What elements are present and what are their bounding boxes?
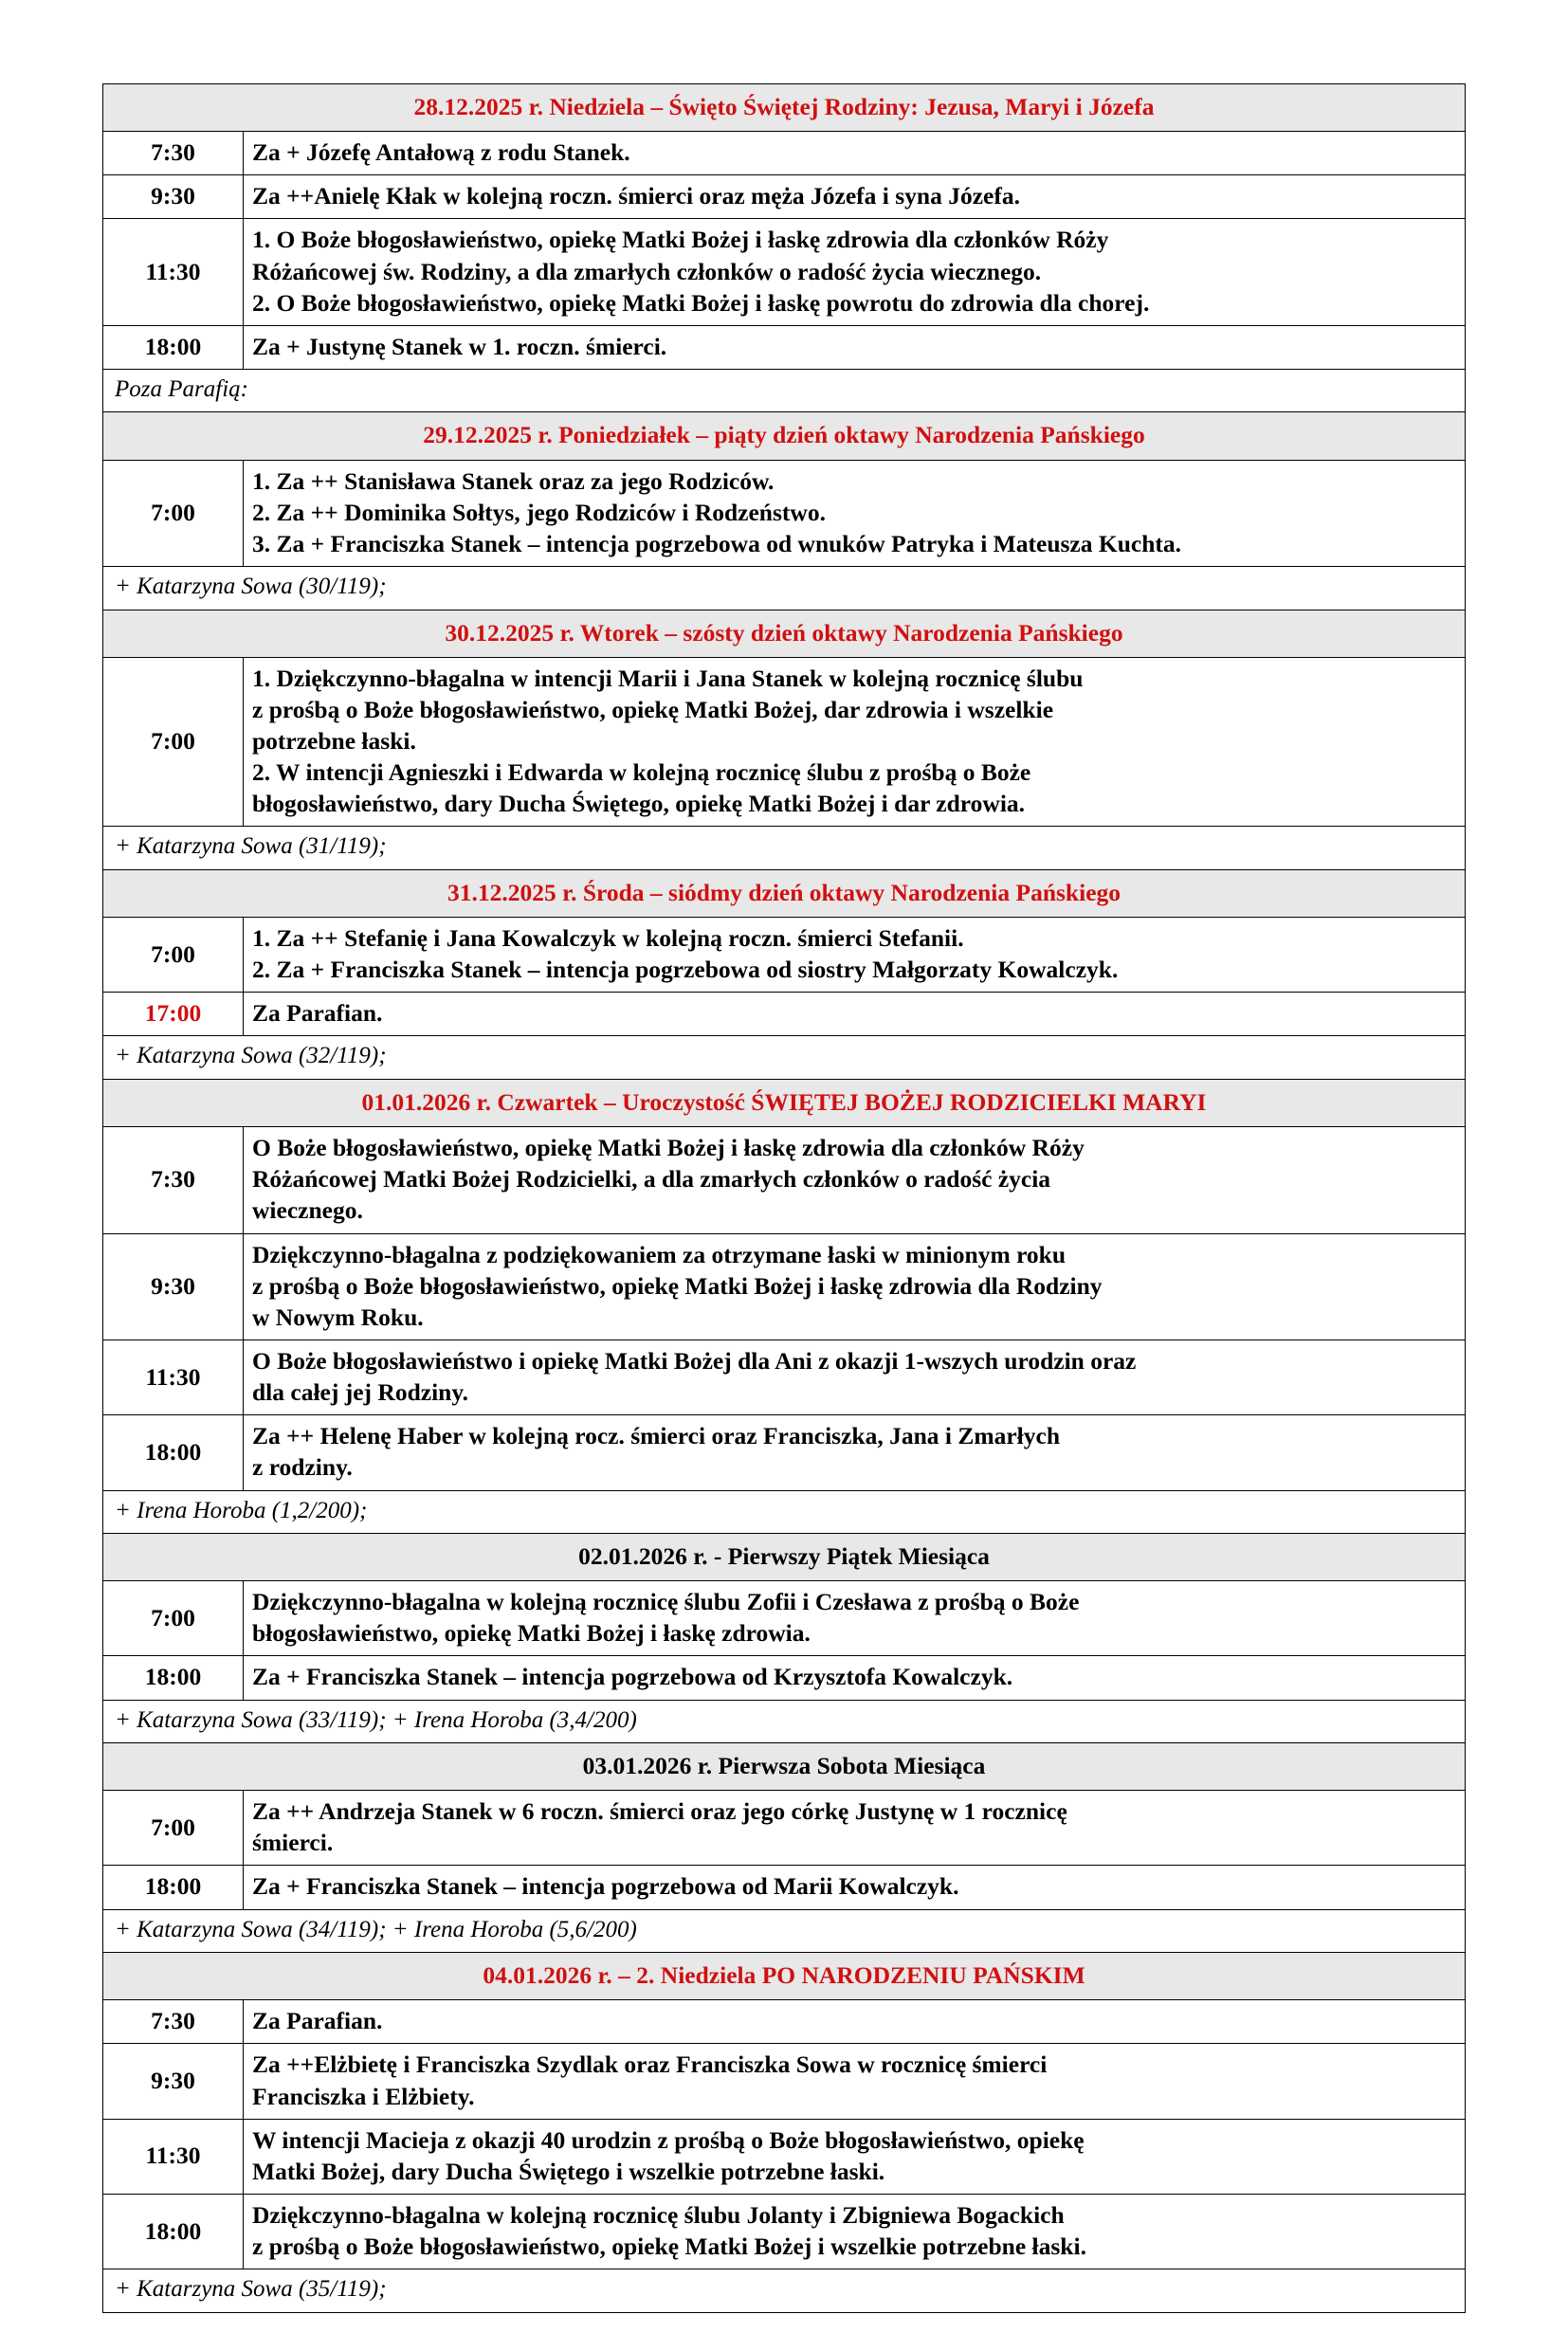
intention-row xyxy=(103,1866,1466,1909)
intention-text xyxy=(244,1866,1466,1909)
intention-text xyxy=(244,1233,1466,1340)
intention-time: 18:00 xyxy=(103,2194,244,2269)
day-header-label: 31.12.2025 r. Środa – siódmy dzień oktawy Narodzenia Pańskiego xyxy=(103,869,1466,917)
day-header-row xyxy=(103,84,1466,132)
intention-line: błogosławieństwo, dary Ducha Świętego, opiekę Matki Bożej i dar zdrowia. xyxy=(252,790,1026,818)
intention-time: 9:30 xyxy=(103,2044,244,2119)
intention-line: 2. Za + Franciszka Stanek – intencja pogrzebowa od siostry Małgorzaty Kowalczyk. xyxy=(252,956,1119,984)
intention-time: 17:00 xyxy=(103,993,244,1036)
intention-line: Za + Józefę Antałową z rodu Stanek. xyxy=(252,138,630,167)
intention-line: Dziękczynno-błagalna w kolejną rocznicę ślubu Zofii i Czesława z prośbą o Boże xyxy=(252,1588,1080,1616)
intention-time: 18:00 xyxy=(103,1656,244,1700)
intention-row xyxy=(103,2000,1466,2044)
intention-row xyxy=(103,1127,1466,1233)
intention-line: Za ++ Andrzeja Stanek w 6 roczn. śmierci oraz jego córkę Justynę w 1 rocznicę xyxy=(252,1797,1067,1826)
intention-row xyxy=(103,993,1466,1036)
day-header-label: 02.01.2026 r. - Pierwszy Piątek Miesiąca xyxy=(103,1534,1466,1581)
intention-line: w Nowym Roku. xyxy=(252,1303,424,1331)
intention-text xyxy=(244,1581,1466,1656)
day-header-row xyxy=(103,869,1466,917)
intention-time: 11:30 xyxy=(103,219,244,325)
intention-row xyxy=(103,325,1466,369)
intention-text xyxy=(244,993,1466,1036)
intention-time: 18:00 xyxy=(103,1866,244,1909)
note-row xyxy=(103,1700,1466,1743)
intention-line: dla całej jej Rodziny. xyxy=(252,1378,469,1407)
note-label: + Irena Horoba (1,2/200); xyxy=(103,1490,1466,1534)
intention-row xyxy=(103,2194,1466,2269)
intention-line: W intencji Macieja z okazji 40 urodzin z prośbą o Boże błogosławieństwo, opiekę xyxy=(252,2125,1085,2154)
intention-text xyxy=(244,1340,1466,1414)
note-label: + Katarzyna Sowa (30/119); xyxy=(103,567,1466,611)
intention-time: 11:30 xyxy=(103,2119,244,2194)
note-row xyxy=(103,369,1466,412)
intention-line: śmierci. xyxy=(252,1829,334,1857)
intention-row xyxy=(103,1233,1466,1340)
intention-line: Różańcowej św. Rodziny, a dla zmarłych członków o radość życia wiecznego. xyxy=(252,257,1042,285)
intention-time: 11:30 xyxy=(103,1340,244,1414)
note-row xyxy=(103,567,1466,611)
intention-text xyxy=(244,1656,1466,1700)
intention-line: Dziękczynno-błagalna w kolejną rocznicę ślubu Jolanty i Zbigniewa Bogackich xyxy=(252,2200,1065,2229)
intention-line: 3. Za + Franciszka Stanek – intencja pogrzebowa od wnuków Patryka i Mateusza Kuchta. xyxy=(252,529,1181,557)
intention-line: 1. Za ++ Stanisława Stanek oraz za jego Rodziców. xyxy=(252,466,775,495)
intention-row xyxy=(103,1415,1466,1490)
intention-text xyxy=(244,1791,1466,1866)
intention-row xyxy=(103,2119,1466,2194)
intention-line: potrzebne łaski. xyxy=(252,726,416,755)
intention-line: 2. W intencji Agnieszki i Edwarda w kolejną rocznicę ślubu z prośbą o Boże xyxy=(252,758,1031,787)
intention-line: 2. O Boże błogosławieństwo, opiekę Matki Bożej i łaskę powrotu do zdrowia dla chorej. xyxy=(252,288,1150,317)
intention-line: 1. Za ++ Stefanię i Jana Kowalczyk w kolejną roczn. śmierci Stefanii. xyxy=(252,924,964,953)
intention-line: 2. Za ++ Dominika Sołtys, jego Rodziców i Rodzeństwo. xyxy=(252,498,826,526)
day-header-row xyxy=(103,1079,1466,1126)
note-row xyxy=(103,1036,1466,1080)
intention-time: 18:00 xyxy=(103,325,244,369)
day-header-row xyxy=(103,412,1466,460)
intention-row xyxy=(103,918,1466,993)
intention-row xyxy=(103,657,1466,827)
intention-line: Różańcowej Matki Bożej Rodzicielki, a dla zmarłych członków o radość życia xyxy=(252,1165,1051,1194)
day-header-row xyxy=(103,1743,1466,1791)
intention-line: z rodziny. xyxy=(252,1453,353,1482)
intention-time: 18:00 xyxy=(103,1415,244,1490)
intention-row xyxy=(103,1656,1466,1700)
intention-row xyxy=(103,2044,1466,2119)
intention-line: Za ++Anielę Kłak w kolejną roczn. śmierci oraz męża Józefa i syna Józefa. xyxy=(252,182,1020,210)
note-label: + Katarzyna Sowa (32/119); xyxy=(103,1036,1466,1080)
intention-line: Za + Justynę Stanek w 1. roczn. śmierci. xyxy=(252,332,667,360)
intention-line: wiecznego. xyxy=(252,1196,363,1225)
intention-row xyxy=(103,175,1466,219)
intention-text xyxy=(244,460,1466,566)
intention-time: 7:30 xyxy=(103,132,244,175)
intention-text xyxy=(244,1415,1466,1490)
intention-time: 9:30 xyxy=(103,1233,244,1340)
intention-text xyxy=(244,2194,1466,2269)
intention-line: Za ++ Helenę Haber w kolejną rocz. śmierci oraz Franciszka, Jana i Zmarłych xyxy=(252,1422,1061,1450)
intention-row xyxy=(103,219,1466,325)
intention-time: 7:00 xyxy=(103,460,244,566)
note-label: + Katarzyna Sowa (34/119); + Irena Horoba (5,6/200) xyxy=(103,1909,1466,1953)
intention-line: z prośbą o Boże błogosławieństwo, opiekę Matki Bożej, dar zdrowia i wszelkie xyxy=(252,695,1054,723)
note-row xyxy=(103,2269,1466,2313)
day-header-label: 28.12.2025 r. Niedziela – Święto Świętej Rodziny: Jezusa, Maryi i Józefa xyxy=(103,84,1466,132)
note-label: Poza Parafią: xyxy=(103,369,1466,412)
day-header-row xyxy=(103,610,1466,657)
intention-row xyxy=(103,1791,1466,1866)
intention-time: 7:00 xyxy=(103,1581,244,1656)
intention-time: 7:00 xyxy=(103,918,244,993)
intention-time: 7:30 xyxy=(103,2000,244,2044)
intention-text xyxy=(244,2119,1466,2194)
intention-text xyxy=(244,2044,1466,2119)
intention-line: Za + Franciszka Stanek – intencja pogrzebowa od Marii Kowalczyk. xyxy=(252,1872,959,1901)
day-header-label: 30.12.2025 r. Wtorek – szósty dzień oktawy Narodzenia Pańskiego xyxy=(103,610,1466,657)
note-row xyxy=(103,1909,1466,1953)
intention-line: Franciszka i Elżbiety. xyxy=(252,2082,475,2110)
intention-time: 7:30 xyxy=(103,1127,244,1233)
intention-text xyxy=(244,2000,1466,2044)
intention-text xyxy=(244,918,1466,993)
intention-text xyxy=(244,657,1466,827)
note-label: + Katarzyna Sowa (35/119); xyxy=(103,2269,1466,2313)
day-header-label: 01.01.2026 r. Czwartek – Uroczystość ŚWIĘTEJ BOŻEJ RODZICIELKI MARYI xyxy=(103,1079,1466,1126)
intention-text xyxy=(244,175,1466,219)
intention-line: Dziękczynno-błagalna z podziękowaniem za otrzymane łaski w minionym roku xyxy=(252,1240,1067,1268)
day-header-row xyxy=(103,1534,1466,1581)
intention-text xyxy=(244,219,1466,325)
day-header-row xyxy=(103,1953,1466,2000)
intention-line: O Boże błogosławieństwo, opiekę Matki Bożej i łaskę zdrowia dla członków Róży xyxy=(252,1134,1085,1162)
intention-line: Za + Franciszka Stanek – intencja pogrzebowa od Krzysztofa Kowalczyk. xyxy=(252,1663,1013,1691)
intention-row xyxy=(103,1581,1466,1656)
intention-row xyxy=(103,460,1466,566)
intention-line: 1. Dziękczynno-błagalna w intencji Marii i Jana Stanek w kolejną rocznicę ślubu xyxy=(252,664,1084,692)
intention-line: z prośbą o Boże błogosławieństwo, opiekę Matki Bożej i wszelkie potrzebne łaski. xyxy=(252,2233,1086,2261)
intention-time: 7:00 xyxy=(103,657,244,827)
note-label: + Katarzyna Sowa (31/119); xyxy=(103,827,1466,870)
intention-row xyxy=(103,132,1466,175)
intention-row xyxy=(103,1340,1466,1414)
intention-text xyxy=(244,132,1466,175)
intention-text xyxy=(244,325,1466,369)
intention-line: Matki Bożej, dary Ducha Świętego i wszelkie potrzebne łaski. xyxy=(252,2157,885,2185)
day-header-label: 29.12.2025 r. Poniedziałek – piąty dzień oktawy Narodzenia Pańskiego xyxy=(103,412,1466,460)
intention-line: błogosławieństwo, opiekę Matki Bożej i łaskę zdrowia. xyxy=(252,1619,811,1648)
intention-line: Za Parafian. xyxy=(252,2007,383,2035)
intention-line: Za ++Elżbietę i Franciszka Szydlak oraz Franciszka Sowa w rocznicę śmierci xyxy=(252,2050,1048,2079)
mass-intentions-table xyxy=(102,83,1466,2313)
intention-time: 9:30 xyxy=(103,175,244,219)
intention-text xyxy=(244,1127,1466,1233)
note-row xyxy=(103,827,1466,870)
intention-line: Za Parafian. xyxy=(252,999,383,1028)
note-row xyxy=(103,1490,1466,1534)
intention-time: 7:00 xyxy=(103,1791,244,1866)
day-header-label: 04.01.2026 r. – 2. Niedziela PO NARODZENIU PAŃSKIM xyxy=(103,1953,1466,2000)
schedule-body xyxy=(103,84,1466,2313)
intention-line: z prośbą o Boże błogosławieństwo, opiekę Matki Bożej i łaskę zdrowia dla Rodziny xyxy=(252,1271,1103,1300)
intention-line: 1. O Boże błogosławieństwo, opiekę Matki Bożej i łaskę zdrowia dla członków Róży xyxy=(252,226,1109,254)
day-header-label: 03.01.2026 r. Pierwsza Sobota Miesiąca xyxy=(103,1743,1466,1791)
intention-line: O Boże błogosławieństwo i opiekę Matki Bożej dla Ani z okazji 1-wszych urodzin oraz xyxy=(252,1346,1137,1375)
note-label: + Katarzyna Sowa (33/119); + Irena Horoba (3,4/200) xyxy=(103,1700,1466,1743)
